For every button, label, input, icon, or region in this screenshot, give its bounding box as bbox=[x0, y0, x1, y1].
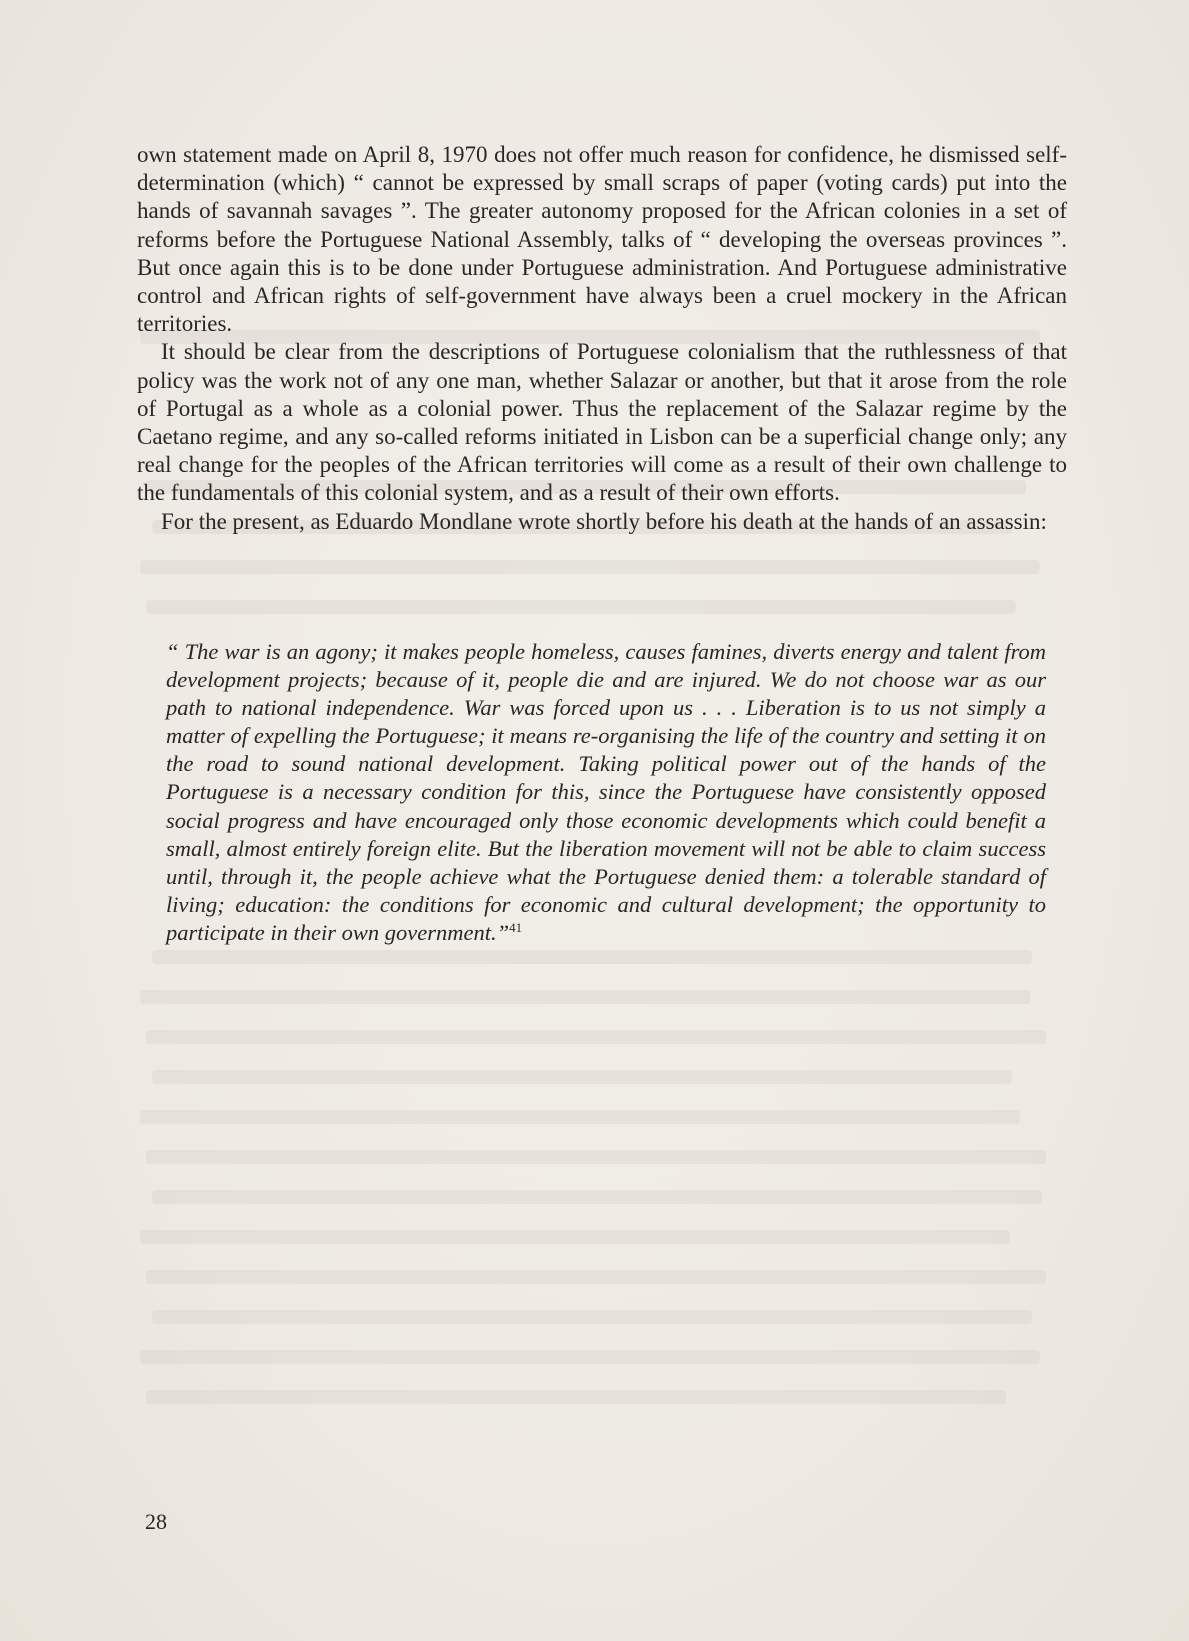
body-text bbox=[137, 141, 1067, 536]
footnote-marker: 41 bbox=[509, 919, 523, 935]
page-number: 28 bbox=[145, 1509, 167, 1534]
paragraph-3: For the present, as Eduardo Mondlane wrote shortly before his death at the hands of an assassin: bbox=[161, 508, 1047, 534]
show-through-line bbox=[152, 1310, 1032, 1324]
show-through-line bbox=[152, 1190, 1042, 1204]
show-through-line bbox=[146, 1150, 1046, 1164]
show-through-line bbox=[152, 1070, 1012, 1084]
paragraph-1: own statement made on April 8, 1970 does not offer much reason for confidence, he dismissed self-determination (which) “ cannot be expressed by small scraps of paper (voting cards) put into the hands of savannah savages ”. The greater autonomy proposed for the African colonies in a set of reforms before the Portuguese National Assembly, talks of “ developing the overseas provinces ”. But once again this is to be done under Portuguese administration. And Portuguese administrative control and African rights of self-government have always been a cruel mockery in the African territories. bbox=[137, 142, 1067, 337]
show-through-line bbox=[152, 950, 1032, 964]
show-through-line bbox=[146, 600, 1016, 614]
show-through-line bbox=[146, 1390, 1006, 1404]
show-through-line bbox=[140, 1350, 1040, 1364]
quote-text: “ The war is an agony; it makes people homeless, causes famines, diverts energy and talent from development projects; because of it, people die and are injured. We do not choose war as our path to national independence. War was forced upon us . . . Liberation is to us not simply a matter of expelling the Portuguese; it means re-organising the life of the country and setting it on the road to sound national development. Taking political power out of the hands of the Portuguese is a necessary condition for this, since the Portuguese have consistently opposed social progress and have encouraged only those economic developments which could benefit a small, almost entirely foreign elite. But the liberation movement will not be able to claim success until, through it, the people achieve what the Portuguese denied them: a tolerable standard of living; education: the conditions for economic and cultural development; the opportunity to participate in their own government.” bbox=[166, 639, 1046, 945]
show-through-line bbox=[140, 560, 1040, 574]
show-through-line bbox=[140, 1110, 1020, 1124]
show-through-line bbox=[146, 1030, 1046, 1044]
show-through-line bbox=[146, 1270, 1046, 1284]
paragraph-2: It should be clear from the descriptions of Portuguese colonialism that the ruthlessness of that policy was the work not of any one man, whether Salazar or another, but that it arose from the role of Portugal as a whole as a colonial power. Thus the replacement of the Salazar regime by the Caetano regime, and any so-called reforms initiated in Lisbon can be a superficial change only; any real change for the peoples of the African territories will come as a result of their own challenge to the fundamentals of this colonial system, and as a result of their own efforts. bbox=[137, 339, 1067, 506]
show-through-line bbox=[140, 990, 1030, 1004]
block-quote bbox=[166, 638, 1046, 947]
show-through-line bbox=[140, 1230, 1010, 1244]
